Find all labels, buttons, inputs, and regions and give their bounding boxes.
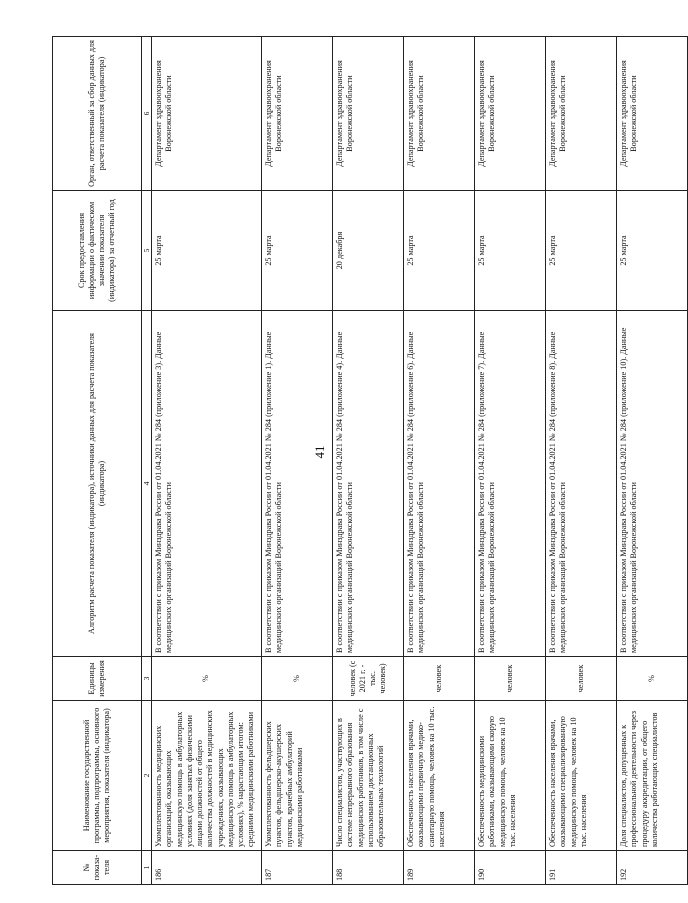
- indicator-deadline: 25 марта: [152, 191, 262, 311]
- indicator-deadline: 25 марта: [404, 191, 475, 311]
- table-row: [262, 37, 333, 885]
- indicator-org: Департамент здравоохранения Воронежской области: [475, 37, 546, 191]
- indicator-name: Укомплектованность фельдшерских пунктов, фельдшерско-акушерских пунктов, врачебных амбулаторий медицинскими работниками: [262, 701, 333, 851]
- indicator-unit: %: [617, 657, 688, 701]
- row-number: 189: [404, 851, 475, 885]
- column-number: 2: [142, 701, 152, 851]
- indicator-org: Департамент здравоохранения Воронежской области: [404, 37, 475, 191]
- table-row: [404, 37, 475, 885]
- indicator-algorithm: В соответствии с приказом Минздрава России от 01.04.2021 № 284 (приложение 4). Данные медицинских организаций Воронежской области: [333, 311, 404, 657]
- indicator-table: [52, 36, 688, 885]
- column-number: 6: [142, 37, 152, 191]
- column-number: 1: [142, 851, 152, 885]
- indicator-unit: человек: [475, 657, 546, 701]
- indicator-deadline: 25 марта: [546, 191, 617, 311]
- indicator-name: Обеспеченность медицинскими работниками, оказывающими скорую медицинскую помощь, человек на 10 тыс. населения: [475, 701, 546, 851]
- table-row: [152, 37, 262, 885]
- indicator-algorithm: В соответствии с приказом Минздрава России от 01.04.2021 № 284 (приложение 8). Данные медицинских организаций Воронежской области: [546, 311, 617, 657]
- indicator-algorithm: В соответствии с приказом Минздрава России от 01.04.2021 № 284 (приложение 1). Данные медицинских организаций Воронежской области: [262, 311, 333, 657]
- column-number: 3: [142, 657, 152, 701]
- row-number: 190: [475, 851, 546, 885]
- row-number: 192: [617, 851, 688, 885]
- header-org: Орган, ответственный за сбор данных для расчета показателя (индикатора): [53, 37, 142, 191]
- header-row: [53, 37, 142, 885]
- indicator-org: Департамент здравоохранения Воронежской области: [617, 37, 688, 191]
- table-row: [475, 37, 546, 885]
- indicator-unit: %: [262, 657, 333, 701]
- indicator-org: Департамент здравоохранения Воронежской области: [333, 37, 404, 191]
- row-number: 186: [152, 851, 262, 885]
- indicator-unit: человек (с 2021 г. - тыс. человек): [333, 657, 404, 701]
- indicator-algorithm: В соответствии с приказом Минздрава России от 01.04.2021 № 284 (приложение 10). Данные медицинских организаций Воронежской области: [617, 311, 688, 657]
- row-number: 188: [333, 851, 404, 885]
- column-number: 5: [142, 191, 152, 311]
- indicator-unit: %: [152, 657, 262, 701]
- column-number: 4: [142, 311, 152, 657]
- rotated-table-area: [52, 37, 659, 885]
- indicator-algorithm: В соответствии с приказом Минздрава России от 01.04.2021 № 284 (приложение 7). Данные медицинских организаций Воронежской области: [475, 311, 546, 657]
- indicator-deadline: 25 марта: [262, 191, 333, 311]
- indicator-name: Число специалистов, участвующих в системе непрерывного образования медицинских работников, в том числе с использованием дистанционных образовательных технологий: [333, 701, 404, 851]
- indicator-deadline: 25 марта: [475, 191, 546, 311]
- indicator-algorithm: В соответствии с приказом Минздрава России от 01.04.2021 № 284 (приложение 3). Данные медицинских организаций Воронежской области: [152, 311, 262, 657]
- indicator-org: Департамент здравоохранения Воронежской области: [262, 37, 333, 191]
- table-row: [546, 37, 617, 885]
- indicator-name: Укомплектованность медицинских организаций, оказывающих медицинскую помощь в амбулаторных условиях (доля занятых физическими лицами должностей от общего количества должностей в медицинских учреждениях, оказывающих медицинскую помощь в амбулаторных условиях), % нарастающим итогом: средними медицинскими работниками: [152, 701, 262, 851]
- table-row: [617, 37, 688, 885]
- indicator-unit: человек: [404, 657, 475, 701]
- row-number: 187: [262, 851, 333, 885]
- header-unit: Единицы измерения: [53, 657, 142, 701]
- indicator-org: Департамент здравоохранения Воронежской области: [152, 37, 262, 191]
- indicator-name: Доля специалистов, допущенных к профессиональной деятельности через процедуру аккредитации, от общего количества работающих специалистов: [617, 701, 688, 851]
- indicator-name: Обеспеченность населения врачами, оказывающими специализированную медицинскую помощь, человек на 10 тыс. населения: [546, 701, 617, 851]
- header-number: № показа-теля: [53, 851, 142, 885]
- header-deadline: Срок предоставления информации о фактическом значении показателя (индикатора) за отчетный год: [53, 191, 142, 311]
- indicator-unit: человек: [546, 657, 617, 701]
- row-number: 191: [546, 851, 617, 885]
- column-number-row: [142, 37, 152, 885]
- indicator-deadline: 25 марта: [617, 191, 688, 311]
- header-algorithm: Алгоритм расчета показателя (индикатора), источники данных для расчета показателя (индикатора): [53, 311, 142, 657]
- page-number: 41: [312, 445, 327, 459]
- indicator-algorithm: В соответствии с приказом Минздрава России от 01.04.2021 № 284 (приложение 6). Данные медицинских организаций Воронежской области: [404, 311, 475, 657]
- indicator-org: Департамент здравоохранения Воронежской области: [546, 37, 617, 191]
- header-name: Наименование государственной программы, подпрограммы, основного мероприятия, показателя (индикатора): [53, 701, 142, 851]
- indicator-deadline: 20 декабря: [333, 191, 404, 311]
- table-row: [333, 37, 404, 885]
- indicator-name: Обеспеченность населения врачами, оказывающими первичную медико-санитарную помощь, человек на 10 тыс. населения: [404, 701, 475, 851]
